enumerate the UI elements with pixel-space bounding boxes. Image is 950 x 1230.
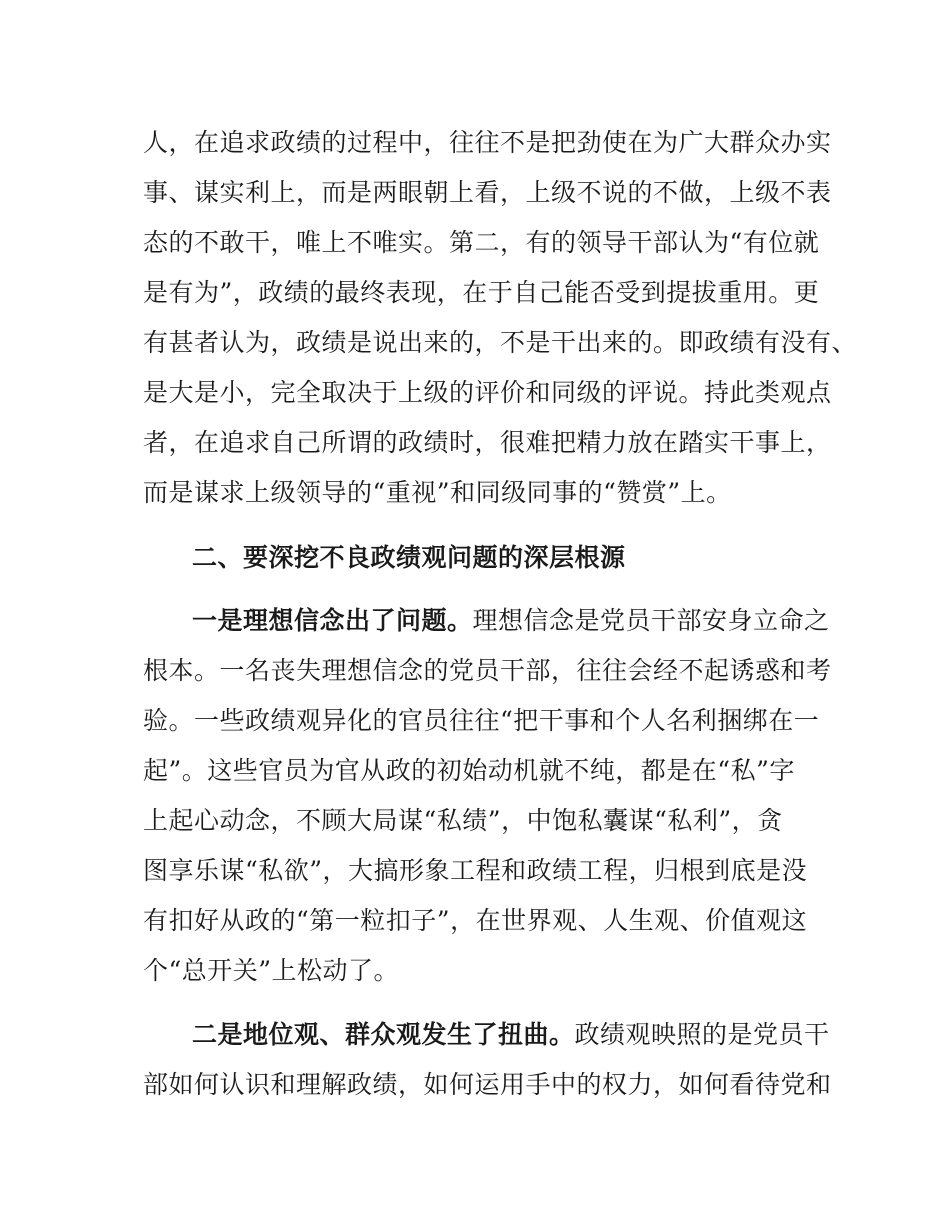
text-line: 验。一些政绩观异化的官员往往“把干事和个人名利捆绑在一: [143, 706, 820, 735]
paragraph-first-line: [192, 606, 872, 636]
paragraph-lead: 二是地位观、群众观发生了扭曲。: [192, 1020, 575, 1049]
text-line: 根本。一名丧失理想信念的党员干部，往往会经不起诱惑和考: [143, 656, 832, 685]
paragraph-lead: 一是理想信念出了问题。: [192, 606, 473, 635]
text-line: 有甚者认为，政绩是说出来的，不是干出来的。即政绩有没有、: [143, 328, 858, 357]
section-heading: 二、要深挖不良政绩观问题的深层根源: [192, 543, 626, 572]
text-line: 是有为”，政绩的最终表现，在于自己能否受到提拔重用。更: [143, 278, 820, 307]
text-line: 人，在追求政绩的过程中，往往不是把劲使在为广大群众办实: [143, 128, 832, 157]
text-line: 上起心动念，不顾大局谋“私绩”，中饱私囊谋“私利”，贪: [143, 806, 783, 835]
text-line: 事、谋实利上，而是两眼朝上看，上级不说的不做，上级不表: [143, 178, 832, 207]
text-line: 起”。这些官员为官从政的初始动机就不纯，都是在“私”字: [143, 756, 795, 785]
text-line: 个“总开关”上松动了。: [143, 956, 400, 985]
text-line: 而是谋求上级领导的“重视”和同级同事的“赞赏”上。: [143, 478, 732, 507]
text-line: 者，在追求自己所谓的政绩时，很难把精力放在踏实干事上，: [143, 428, 832, 457]
text-line: 是大是小，完全取决于上级的评价和同级的评说。持此类观点: [143, 378, 832, 407]
paragraph-first-line: [192, 1020, 872, 1050]
text-line: 有扣好从政的“第一粒扣子”，在世界观、人生观、价值观这: [143, 906, 808, 935]
text-line: 态的不敢干，唯上不唯实。第二，有的领导干部认为“有位就: [143, 228, 820, 257]
text-line: 部如何认识和理解政绩，如何运用手中的权力，如何看待党和: [143, 1070, 832, 1099]
text-span: 政绩观映照的是党员干: [574, 1020, 830, 1049]
text-line: 图享乐谋“私欲”，大搞形象工程和政绩工程，归根到底是没: [143, 856, 808, 885]
text-span: 理想信念是党员干部安身立命之: [472, 606, 830, 635]
